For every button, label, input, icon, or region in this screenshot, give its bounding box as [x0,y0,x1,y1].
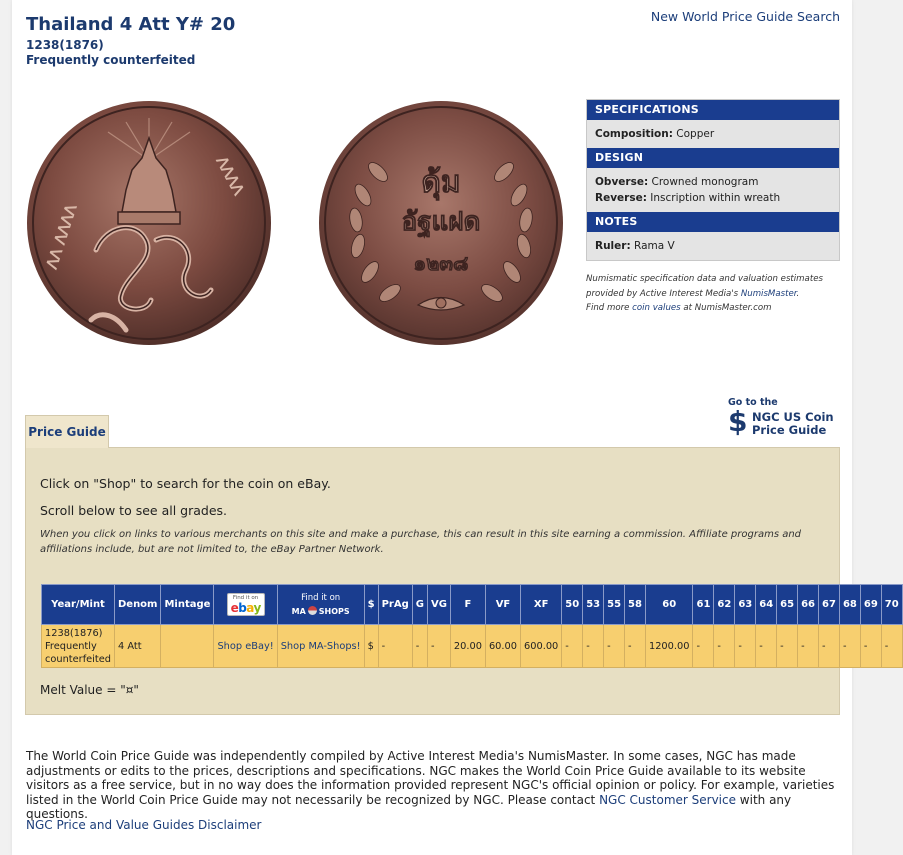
spec-note-line2-end: . [796,288,800,299]
spec-note-line3 [586,301,842,316]
ngc-customer-service-link[interactable]: NGC Customer Service [599,792,736,807]
price-guide-table [41,584,903,668]
cell-grade: - [777,625,798,668]
shop-instructions: Click on "Shop" to search for the coin on eBay. [40,476,331,491]
col-grade: F [450,585,485,625]
col-grade: 67 [819,585,840,625]
composition-label: Composition: [595,128,673,140]
obverse-value: Crowned monogram [651,176,759,188]
cell-note-1: Frequently [45,640,97,652]
ebay-y: y [253,601,261,615]
col-grade: XF [521,585,562,625]
ma-right: SHOPS [318,606,350,616]
cell-grade: - [412,625,427,668]
footer-body: The World Coin Price Guide was independently compiled by Active Interest Media's NumisMaster. In some cases, NGC has made adjustments or edits to the prices, descriptions and specifications. NGC makes the World Coin Price Guide available to its website visitors as a free service, but in no way does the information provided represent NGC's official opinion or policy. For example, varieties listed in the World Coin Price Guide may not necessarily be recognized by NGC. Please contact [26,749,835,807]
goto-label: Go to the [728,397,778,408]
goto-link-text [752,411,852,437]
col-grade: 68 [839,585,860,625]
cell-grade: - [839,625,860,668]
composition-value: Copper [676,128,715,140]
cell-grade: - [693,625,714,668]
spec-note-line3-end: at NumisMaster.com [680,303,772,313]
col-grade: 58 [625,585,646,625]
col-year-mint: Year/Mint [42,585,115,625]
specifications-source-note [586,272,842,316]
cell-shop-ma [277,625,364,668]
col-grade: VF [485,585,520,625]
ebay-logo [227,593,265,616]
ma-shops-logo [281,592,361,618]
numismaster-link[interactable]: NumisMaster [740,288,797,299]
design-body [587,168,839,212]
footer-end: with any questions. [26,792,792,821]
coin-reverse-image[interactable] [318,100,564,346]
reverse-inscription-date: ๑๒๓๘ [413,251,469,275]
col-grade: 60 [645,585,693,625]
col-ma-shops [277,585,364,625]
coin-obverse-graphic [26,100,272,346]
cell-grade: - [819,625,840,668]
dollar-icon: $ [728,405,748,438]
notes-header: NOTES [587,212,839,232]
tab-price-guide[interactable]: Price Guide [25,415,109,448]
footer-text [26,749,838,822]
cell-mintage [161,625,214,668]
col-denom: Denom [114,585,161,625]
reverse-inscription-middle: อัฐแฝด [401,207,481,237]
cell-grade: - [881,625,902,668]
col-grade: 55 [604,585,625,625]
coin-reverse-graphic [318,100,564,346]
counterfeit-note: Frequently counterfeited [26,53,196,67]
cell-grade: 60.00 [485,625,520,668]
svg-text:ᐱᐱᐱᐱ: ᐱᐱᐱᐱ [212,153,248,199]
col-grade: 53 [583,585,604,625]
coin-date: 1238(1876) [26,38,104,52]
cell-grade: - [735,625,756,668]
reverse-inscription-top: ดุ้ม [421,165,461,200]
col-grade: 61 [693,585,714,625]
cell-year-mint [42,625,115,668]
affiliate-disclaimer: When you click on links to various merchants on this site and make a purchase, this can result in this site earning a commission. Affiliate programs and affiliations include, but are not limited to, the eBay Partner Network. [40,529,802,555]
svg-text:ᐱᐱ ᐱᐱᐱᐱ: ᐱᐱ ᐱᐱᐱᐱ [42,202,81,272]
cell-grade: - [714,625,735,668]
reverse-label: Reverse: [595,192,647,204]
col-grade: 62 [714,585,735,625]
col-grade: 70 [881,585,902,625]
goto-line1: NGC US Coin [752,410,834,424]
cell-grade: - [860,625,881,668]
spec-note-line2 [586,287,842,302]
melt-value: Melt Value = "¤" [40,683,139,697]
scroll-instructions: Scroll below to see all grades. [40,503,227,518]
col-grade: 65 [777,585,798,625]
specifications-panel [586,99,840,261]
ebay-wordmark [231,601,261,615]
ruler-value: Rama V [634,240,675,252]
cell-grade: - [583,625,604,668]
table-header-row [42,585,903,625]
spec-note-line2-text: provided by Active Interest Media's [586,288,741,299]
ebay-e: e [230,601,239,615]
col-grade: 69 [860,585,881,625]
cell-denom: 4 Att [114,625,161,668]
cell-dollar: $ [364,625,378,668]
col-grade: 64 [756,585,777,625]
col-grade: 66 [798,585,819,625]
notes-body [587,232,839,260]
table-row [42,625,903,668]
ebay-a: a [246,601,254,615]
cell-shop-ebay [214,625,277,668]
obverse-label: Obverse: [595,176,649,188]
cell-note-2: counterfeited [45,653,111,665]
ma-find-text: Find it on [301,592,341,603]
coin-obverse-image[interactable] [26,100,272,346]
cell-year: 1238(1876) [45,627,103,639]
goto-line2: Price Guide [752,423,827,437]
col-grade: VG [427,585,450,625]
ruler-label: Ruler: [595,240,631,252]
page [12,0,899,855]
spec-note-line1: Numismatic specification data and valuation estimates [586,274,823,284]
shop-ebay-link[interactable]: Shop eBay! [217,640,274,652]
cell-grade: - [625,625,646,668]
ma-shops-icon [308,606,317,615]
cell-grade: 1200.00 [645,625,693,668]
ma-left: MA [291,606,306,616]
ebay-find-text: Find it on [232,595,259,601]
specifications-body [587,120,839,148]
col-ebay [214,585,277,625]
page-title: Thailand 4 Att Y# 20 [26,14,236,35]
reverse-value: Inscription within wreath [650,192,781,204]
spec-note-line3-text: Find more [586,303,633,313]
cell-grade: - [798,625,819,668]
cell-grade: - [562,625,583,668]
ebay-b: b [238,601,247,615]
cell-grade: - [604,625,625,668]
cell-grade: - [427,625,450,668]
col-dollar: $ [364,585,378,625]
price-guides-disclaimer-link[interactable]: NGC Price and Value Guides Disclaimer [26,818,262,832]
price-guide-panel [25,447,899,715]
coin-values-link[interactable]: coin values [632,303,681,313]
col-grade: G [412,585,427,625]
new-world-price-guide-search-link[interactable]: New World Price Guide Search [650,9,840,24]
col-grade: PrAg [378,585,412,625]
ngc-us-coin-price-guide-link[interactable] [728,397,848,438]
col-grade: 63 [735,585,756,625]
cell-grade: 600.00 [521,625,562,668]
cell-grade: - [378,625,412,668]
specifications-header: SPECIFICATIONS [587,100,839,120]
shop-ma-shops-link[interactable]: Shop MA-Shops! [280,640,361,652]
ma-wordmark [281,605,361,618]
col-grade: 50 [562,585,583,625]
cell-grade: - [756,625,777,668]
design-header: DESIGN [587,148,839,168]
cell-grade: 20.00 [450,625,485,668]
col-mintage: Mintage [161,585,214,625]
